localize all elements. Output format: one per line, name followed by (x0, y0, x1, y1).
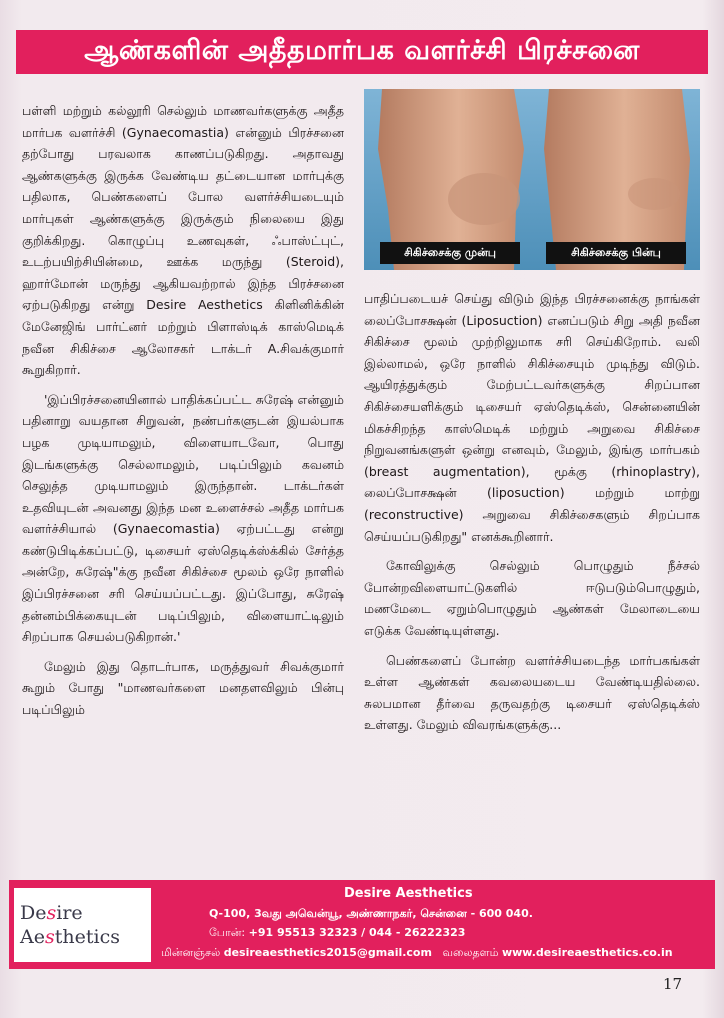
page-number: 17 (663, 975, 683, 993)
clinic-name: Desire Aesthetics (344, 886, 473, 901)
paragraph-treatment: பாதிப்படையச் செய்து விடும் இந்த பிரச்சனைக்கு நாங்கள் லைப்போசக்ஷன் (Liposuction) எனப்படும் சிறு அதி நவீன சிகிச்சை மூலம் முற்றிலுமாக சரி செய்கிறோம். வலி இல்லாமல், ஒரே நாளில் சிகிச்சையும் முடிந்து விடும். ஆயிரத்துக்கும் மேற்பட்டவர்களுக்கு சிறப்பான சிகிச்சையளிக்கும் டிசையர் ஏஸ்தெடிக்ஸ், சென்னையின் மிகச்சிறந்த காஸ்மெடிக் மற்றும் அறுவை சிகிச்சை நிறுவனங்களுள் ஒன்று எனவும், மேலும், இங்கு மார்பகம் (breast augmentation), மூக்கு (rhinoplastry), லைப்போசக்ஷன் (liposuction) மற்றும் மாற்று (reconstructive) அறுவை சிகிச்சைகளும் சிறப்பாக செய்யப்படுகிறது" எனக்கூறினார். (364, 291, 700, 544)
logo-line-2: Aesthetics (20, 926, 120, 948)
clinic-address: Q-100, 3வது அவென்யூ, அண்ணாநகர், சென்னை - 600 040. (209, 907, 533, 920)
paragraph-doctor: மேலும் இது தொடர்பாக, மருத்துவர் சிவக்குமார் கூறும் போது "மாணவர்களை மனதளவிலும் பின்பு படிப்பிலும் (22, 658, 344, 718)
paragraph-closing: பெண்களைப் போன்ற வளர்ச்சியடைந்த மார்பகங்கள் உள்ள ஆண்கள் கவலையடைய வேண்டியதில்லை. சுலபமான தீர்வை தருவதற்கு டிசையர் ஏஸ்தெடிக்ஸ் உள்ளது. மேலும் விவரங்களுக்கு... (364, 652, 700, 733)
clinic-logo (14, 888, 151, 962)
paragraph-intro: பள்ளி மற்றும் கல்லூரி செல்லும் மாணவர்களுக்கு அதீத மார்பக வளர்ச்சி (Gynaecomastia) என்னும் பிரச்சனை தற்போது பரவலாக காணப்படுகிறது. அதாவது ஆண்களுக்கு இருக்க வேண்டிய தட்டையான மார்புக்கு பதிலாக, பெண்களைப் போல வளர்ச்சியடையும் மார்புகள் ஆண்களுக்கு இருக்கும் நிலையை இது குறிக்கிறது. கொழுப்பு உணவுகள், ஃபாஸ்ட்புட், உடற்பயிற்சியின்மை, ஊக்க மருந்து (Steroid), ஹார்மோன் மருந்து ஆகியவற்றால் இந்த பிரச்சனை ஏற்படுகிறது என்று Desire Aesthetics கிளினிக்கின் மேனேஜிங் பார்ட்னர் மற்றும் பிளாஸ்டிக் காஸ்மெடிக் நவீன சிகிச்சை ஆலோசகர் டாக்டர் A.சிவக்குமார் கூறுகிறார். (22, 103, 344, 378)
clinic-website[interactable]: www.desireaesthetics.co.in (501, 946, 673, 959)
caption-before: சிகிச்சைக்கு முன்பு (380, 242, 520, 264)
clinic-phone: போன்: +91 95513 32323 / 044 - 26222323 (209, 926, 466, 939)
paragraph-situations: கோவிலுக்கு செல்லும் பொழுதும் நீச்சல் போன்றவிளையாட்டுகளில் ஈடுபடும்பொழுதும், மணமேடை ஏறும்பொழுதும் ஆண்கள் மேலாடையை எடுக்க வேண்டியுள்ளது. (364, 558, 700, 638)
clinic-contact: மின்னஞ்சல் desireaesthetics2015@gmail.com வலைதளம் www.desireaesthetics.co.in (161, 946, 673, 959)
article-title: ஆண்களின் அதீதமார்பக வளர்ச்சி பிரச்சனை (84, 34, 640, 66)
caption-after: சிகிச்சைக்கு பின்பு (546, 242, 686, 264)
left-column (22, 100, 344, 729)
title-banner (16, 30, 708, 74)
logo-line-1: Desire (20, 902, 83, 924)
clinic-ad-footer (9, 880, 715, 969)
paragraph-case: 'இப்பிரச்சனையினால் பாதிக்கப்பட்ட சுரேஷ் என்னும் பதினாறு வயதான சிறுவன், நண்பர்களுடன் இயல்பாக பழக முடியாமலும், விளையாடவோ, பொது இடங்களுக்கு செல்லாமலும், படிப்பிலும் கவனம் செலுத்த முடியாமலும் இருந்தான். டாக்டர்கள் உதவியுடன் அவனது இந்த மன உளைச்சல் அதீத மார்பக வளர்ச்சியால் (Gynaecomastia) ஏற்பட்டது என்று கண்டுபிடிக்கப்பட்டு, டிசையர் ஏஸ்தெடிக்ஸ்க்கில் சேர்த்த அன்றே, சுரேஷ்"க்கு நவீன சிகிச்சை மூலம் ஒரே நாளில் இப்பிரச்சனை சரி செய்யப்பட்டது. இப்போது, சுரேஷ் தன்னம்பிக்கையுடன் படிப்பிலும், விளையாட்டிலும் சிறப்பாக செயல்படுகிறான்.' (22, 391, 344, 645)
clinic-email[interactable]: desireaesthetics2015@gmail.com (223, 946, 432, 959)
before-after-photo (364, 89, 700, 270)
right-column (364, 288, 700, 744)
